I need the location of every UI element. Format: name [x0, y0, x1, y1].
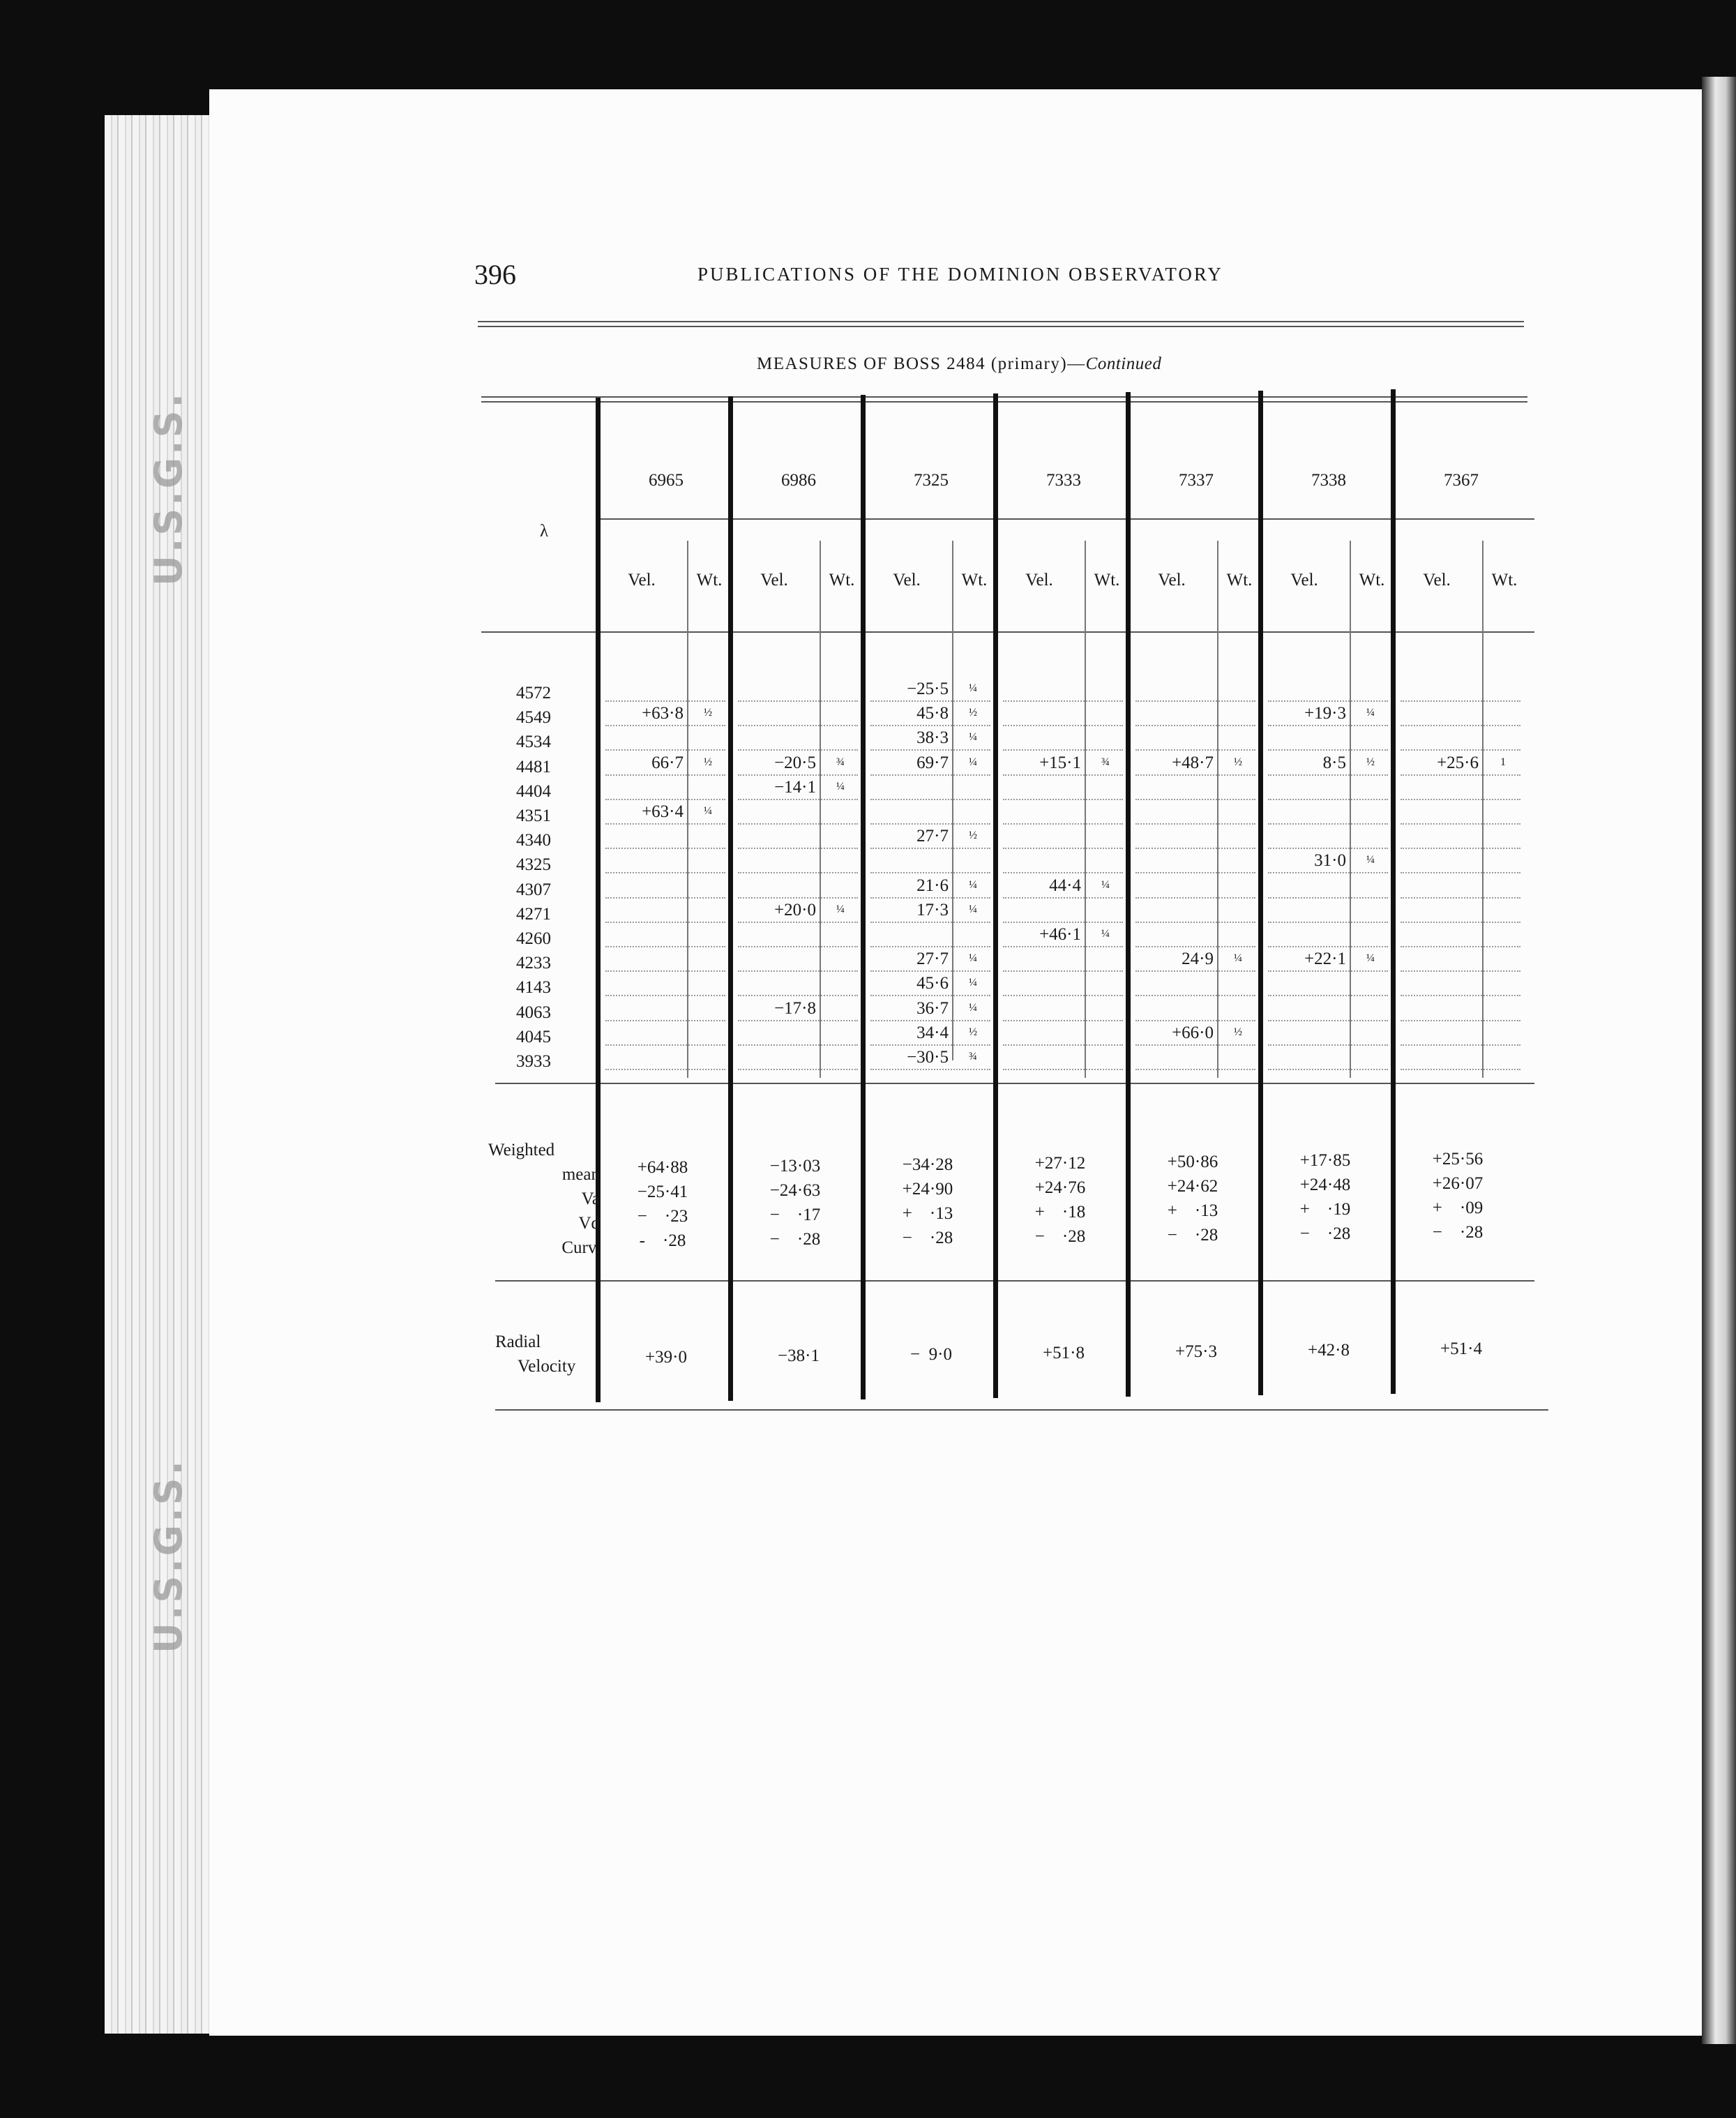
summary-mean: +25·56 [1432, 1150, 1484, 1169]
leader [738, 1069, 858, 1070]
wt-column-header: Wt. [1491, 571, 1518, 589]
summary-mean: +27·12 [1034, 1154, 1086, 1173]
leader [605, 995, 725, 996]
leader [870, 995, 990, 996]
summary-curv: − ·28 [902, 1229, 953, 1247]
summary-curv: − ·28 [769, 1230, 821, 1249]
weight-cell: ½ [956, 1026, 990, 1039]
leader [870, 823, 990, 825]
leader [870, 848, 990, 849]
velocity-cell: +15·1 [1001, 753, 1081, 773]
wavelength-label: 4143 [516, 978, 551, 998]
leader [605, 897, 725, 899]
wt-column-header: Wt. [1359, 571, 1385, 589]
leader [1401, 700, 1520, 702]
radial-velocity-value: +51·8 [1043, 1344, 1085, 1362]
leader [1135, 848, 1255, 849]
lambda-header: λ [539, 522, 549, 541]
velocity-cell: −25·5 [868, 679, 949, 699]
summary-mean: +17·85 [1299, 1151, 1351, 1170]
leader [870, 1069, 990, 1070]
leader [1003, 848, 1123, 849]
velocity-cell: +46·1 [1001, 925, 1081, 945]
leader [1401, 1044, 1520, 1046]
weight-cell: ¼ [823, 781, 858, 793]
column-divider [728, 396, 733, 1401]
velocity-cell: −20·5 [736, 753, 816, 773]
leader [1401, 995, 1520, 996]
head-rule-1 [478, 321, 1524, 322]
leader [870, 725, 990, 726]
leader [1268, 700, 1388, 702]
vel-column-header: Vel. [1158, 571, 1186, 589]
leader [1135, 799, 1255, 800]
leader [1003, 995, 1123, 996]
weight-cell: ¼ [1353, 952, 1388, 965]
velocity-cell: 27·7 [868, 949, 949, 969]
running-head [474, 258, 1541, 300]
leader [1003, 922, 1123, 923]
leader [738, 799, 858, 800]
leader [1268, 897, 1388, 899]
leader [738, 848, 858, 849]
summary-mean: +50·86 [1167, 1152, 1218, 1171]
summary-va: +24·90 [902, 1180, 953, 1199]
weight-cell: ¼ [956, 952, 990, 965]
weight-cell: ¼ [1353, 707, 1388, 719]
wavelength-label: 4340 [516, 831, 551, 850]
summary-vd: + ·13 [902, 1204, 953, 1223]
summary-va: −24·63 [769, 1181, 821, 1200]
leader [1401, 922, 1520, 923]
summary-mean: −13·03 [769, 1157, 821, 1176]
leader [1401, 1069, 1520, 1070]
vel-wt-divider [1217, 541, 1218, 1078]
leader [605, 1069, 725, 1070]
weight-cell: ¼ [956, 879, 990, 892]
leader [605, 922, 725, 923]
leader [1401, 823, 1520, 825]
leader [1135, 749, 1255, 751]
weight-cell: ¼ [956, 1002, 990, 1014]
leader [605, 872, 725, 873]
plate-number-7333: 7333 [1046, 471, 1081, 490]
leader [1268, 995, 1388, 996]
summary-va: +26·07 [1432, 1174, 1484, 1193]
wavelength-label: 4404 [516, 781, 551, 801]
weight-cell: ¼ [956, 682, 990, 695]
leader [605, 823, 725, 825]
vel-column-header: Vel. [1423, 571, 1451, 589]
running-title: PUBLICATIONS OF THE DOMINION OBSERVATORY [697, 264, 1223, 285]
wavelength-label: 4307 [516, 880, 551, 899]
velocity-cell: 21·6 [868, 876, 949, 896]
leader [605, 970, 725, 972]
weight-cell: ½ [690, 707, 725, 719]
leader [1268, 848, 1388, 849]
wavelength-label: 4351 [516, 806, 551, 825]
weight-cell: ¼ [956, 731, 990, 744]
leader [1401, 970, 1520, 972]
plate-number-6986: 6986 [781, 471, 816, 490]
leader [605, 725, 725, 726]
vel-column-header: Vel. [628, 571, 656, 589]
leader [1135, 897, 1255, 899]
velocity-cell: +19·3 [1266, 704, 1346, 723]
leader [1401, 1020, 1520, 1021]
leader [738, 700, 858, 702]
weight-cell: ½ [956, 829, 990, 842]
summary-vd: − ·23 [637, 1207, 688, 1226]
leader [870, 946, 990, 947]
velocity-cell: 69·7 [868, 753, 949, 773]
leader [605, 1044, 725, 1046]
velocity-cell: −14·1 [736, 778, 816, 797]
summary-curv: − ·28 [1167, 1226, 1218, 1245]
leader [1003, 946, 1123, 947]
leader [1135, 970, 1255, 972]
leader [1135, 1069, 1255, 1070]
leader [1268, 799, 1388, 800]
plate-number-6965: 6965 [649, 471, 684, 490]
leader [1135, 1044, 1255, 1046]
summary-vd: + ·18 [1034, 1203, 1086, 1222]
vel-column-header: Vel. [760, 571, 788, 589]
leader [1135, 922, 1255, 923]
leader [1401, 897, 1520, 899]
wt-column-header: Wt. [1094, 571, 1120, 589]
vel-wt-divider [1482, 541, 1484, 1078]
velocity-cell: 24·9 [1133, 949, 1214, 969]
wt-column-header: Wt. [1226, 571, 1253, 589]
column-divider [1258, 391, 1263, 1395]
caption-rule-2 [481, 401, 1527, 403]
table-caption [757, 354, 1161, 374]
summary-label: Curv. [561, 1238, 600, 1257]
weight-cell: ¼ [956, 977, 990, 989]
leader [738, 1044, 858, 1046]
velocity-cell: 27·7 [868, 827, 949, 846]
facing-page-edge [1702, 77, 1736, 2044]
plate-number-7367: 7367 [1444, 471, 1479, 490]
leader [738, 774, 858, 776]
leader [1401, 725, 1520, 726]
vel-wt-divider [820, 541, 821, 1078]
velocity-cell: 8·5 [1266, 753, 1346, 773]
column-divider [1126, 392, 1131, 1397]
radial-velocity-value: +39·0 [645, 1348, 687, 1367]
leader [870, 970, 990, 972]
leader [1401, 774, 1520, 776]
leader [738, 872, 858, 873]
vel-column-header: Vel. [893, 571, 921, 589]
table-bottom-rule [495, 1409, 1548, 1411]
velocity-cell: +20·0 [736, 901, 816, 920]
radial-velocity-value: −38·1 [778, 1346, 820, 1365]
radial-label-1: Radial [495, 1332, 541, 1351]
leader [1268, 1020, 1388, 1021]
vel-wt-divider [687, 541, 688, 1078]
velocity-cell: +25·6 [1398, 753, 1479, 773]
leader [870, 872, 990, 873]
velocity-cell: +48·7 [1133, 753, 1214, 773]
leader [738, 823, 858, 825]
weight-cell: ¾ [956, 1051, 990, 1063]
summary-label: Weighted [488, 1141, 555, 1159]
leader [1401, 848, 1520, 849]
leader [1003, 725, 1123, 726]
weight-cell: ½ [1221, 756, 1255, 769]
leader [1135, 725, 1255, 726]
leader [870, 799, 990, 800]
vel-wt-divider [1350, 541, 1351, 1078]
wavelength-label: 4572 [516, 684, 551, 703]
weight-cell: 1 [1486, 756, 1520, 769]
leader [1268, 970, 1388, 972]
leader [1003, 1020, 1123, 1021]
weight-cell: ¼ [956, 756, 990, 769]
leader [1003, 872, 1123, 873]
page-number: 396 [474, 259, 516, 290]
leader [1003, 1069, 1123, 1070]
summary-va: +24·76 [1034, 1178, 1086, 1197]
header-bottom-rule [481, 631, 1534, 633]
weight-cell: ¼ [1353, 854, 1388, 866]
plate-number-7337: 7337 [1179, 471, 1214, 490]
summary-label: mean [561, 1165, 600, 1184]
summary-curv: - ·28 [639, 1231, 686, 1250]
leader [605, 848, 725, 849]
leader [1268, 823, 1388, 825]
leader [1268, 872, 1388, 873]
velocity-cell: 17·3 [868, 901, 949, 920]
velocity-cell: +63·8 [603, 704, 684, 723]
leader [870, 897, 990, 899]
radial-velocity-value: +75·3 [1175, 1342, 1217, 1361]
leader [1268, 1044, 1388, 1046]
leader [1268, 749, 1388, 751]
leader [605, 946, 725, 947]
summary-va: −25·41 [637, 1182, 688, 1201]
vel-wt-divider [952, 541, 953, 1060]
leader [605, 799, 725, 800]
weight-cell: ½ [1221, 1026, 1255, 1039]
wavelength-label: 4534 [516, 733, 551, 752]
velocity-cell: 34·4 [868, 1023, 949, 1043]
leader [738, 946, 858, 947]
weight-cell: ½ [1353, 756, 1388, 769]
leader [605, 1020, 725, 1021]
summary-bottom-rule [495, 1280, 1534, 1282]
caption-continued: Continued [1085, 354, 1162, 373]
leader [1135, 946, 1255, 947]
leader [1003, 799, 1123, 800]
vel-wt-divider [1085, 541, 1086, 1078]
leader [1003, 970, 1123, 972]
wt-column-header: Wt. [696, 571, 723, 589]
plate-number-7338: 7338 [1311, 471, 1346, 490]
weight-cell: ¾ [823, 756, 858, 769]
leader [1268, 774, 1388, 776]
leader [1003, 700, 1123, 702]
radial-velocity-value: +42·8 [1308, 1341, 1350, 1360]
plate-number-7325: 7325 [914, 471, 949, 490]
measures-table [474, 405, 1562, 1416]
summary-vd: − ·17 [769, 1206, 821, 1224]
leader [870, 1044, 990, 1046]
leader [1135, 1020, 1255, 1021]
leader [1268, 1069, 1388, 1070]
leader [738, 725, 858, 726]
leader [605, 749, 725, 751]
wt-column-header: Wt. [829, 571, 855, 589]
leader [1003, 897, 1123, 899]
weight-cell: ½ [690, 756, 725, 769]
column-divider [993, 393, 998, 1398]
leader [1135, 823, 1255, 825]
wavelength-label: 4549 [516, 708, 551, 728]
caption-rule-1 [481, 396, 1527, 398]
weight-cell: ¼ [690, 805, 725, 818]
leader [870, 922, 990, 923]
leader [738, 897, 858, 899]
weight-cell: ¼ [823, 903, 858, 916]
summary-vd: + ·19 [1299, 1200, 1351, 1219]
leader [870, 1020, 990, 1021]
leader [1401, 946, 1520, 947]
radial-velocity-value: +51·4 [1440, 1339, 1482, 1358]
summary-label: Vd [578, 1214, 600, 1233]
velocity-cell: +63·4 [603, 802, 684, 822]
body-bottom-rule [495, 1083, 1534, 1084]
leader [738, 749, 858, 751]
leader [1401, 872, 1520, 873]
head-rule-2 [478, 326, 1524, 327]
leader [738, 922, 858, 923]
wavelength-label: 4233 [516, 954, 551, 973]
weight-cell: ¼ [1221, 952, 1255, 965]
column-divider [861, 395, 866, 1399]
summary-curv: − ·28 [1034, 1227, 1086, 1246]
leader [1003, 1044, 1123, 1046]
summary-va: +24·48 [1299, 1176, 1351, 1194]
weight-cell: ¼ [1088, 928, 1123, 940]
edge-stamp-upper: U.S.G.S. [146, 391, 190, 587]
weight-cell: ½ [956, 707, 990, 719]
leader [1268, 922, 1388, 923]
leader [1003, 749, 1123, 751]
leader [605, 774, 725, 776]
radial-velocity-value: − 9·0 [910, 1345, 952, 1364]
leader [605, 700, 725, 702]
leader [1401, 749, 1520, 751]
velocity-cell: −17·8 [736, 999, 816, 1019]
velocity-cell: +66·0 [1133, 1023, 1214, 1043]
wavelength-label: 4325 [516, 855, 551, 875]
summary-curv: − ·28 [1432, 1223, 1484, 1242]
wavelength-label: 4063 [516, 1002, 551, 1022]
leader [1003, 823, 1123, 825]
wavelength-label: 3933 [516, 1052, 551, 1071]
velocity-cell: 45·6 [868, 974, 949, 993]
leader [738, 995, 858, 996]
velocity-cell: 66·7 [603, 753, 684, 773]
velocity-cell: −30·5 [868, 1048, 949, 1067]
summary-mean: +64·88 [637, 1158, 688, 1177]
leader [870, 774, 990, 776]
leader [1003, 774, 1123, 776]
column-divider [1391, 389, 1396, 1394]
leader [870, 700, 990, 702]
summary-curv: − ·28 [1299, 1224, 1351, 1243]
summary-va: +24·62 [1167, 1177, 1218, 1196]
leader [870, 749, 990, 751]
leader [1268, 725, 1388, 726]
summary-mean: −34·28 [902, 1155, 953, 1174]
vel-column-header: Vel. [1290, 571, 1318, 589]
wavelength-label: 4045 [516, 1027, 551, 1046]
radial-label-2: Velocity [518, 1357, 576, 1376]
wavelength-label: 4481 [516, 757, 551, 776]
weight-cell: ¾ [1088, 756, 1123, 769]
edge-stamp-lower: U.S.G.S. [146, 1458, 190, 1654]
caption-main: MEASURES OF BOSS 2484 (primary)— [757, 354, 1086, 373]
leader [1135, 872, 1255, 873]
leader [738, 970, 858, 972]
leader [1135, 774, 1255, 776]
leader [1401, 799, 1520, 800]
weight-cell: ¼ [1088, 879, 1123, 892]
leader [1135, 995, 1255, 996]
velocity-cell: 38·3 [868, 728, 949, 748]
summary-vd: + ·09 [1432, 1199, 1484, 1217]
leader [738, 1020, 858, 1021]
velocity-cell: 45·8 [868, 704, 949, 723]
velocity-cell: 36·7 [868, 999, 949, 1019]
summary-vd: + ·13 [1167, 1201, 1218, 1220]
velocity-cell: 31·0 [1266, 851, 1346, 871]
velocity-cell: 44·4 [1001, 876, 1081, 896]
leader [1135, 700, 1255, 702]
wavelength-label: 4260 [516, 929, 551, 948]
leader [1268, 946, 1388, 947]
weight-cell: ¼ [956, 903, 990, 916]
vel-column-header: Vel. [1025, 571, 1053, 589]
wt-column-header: Wt. [961, 571, 988, 589]
wavelength-label: 4271 [516, 904, 551, 924]
velocity-cell: +22·1 [1266, 949, 1346, 969]
summary-label: Va [581, 1189, 600, 1208]
